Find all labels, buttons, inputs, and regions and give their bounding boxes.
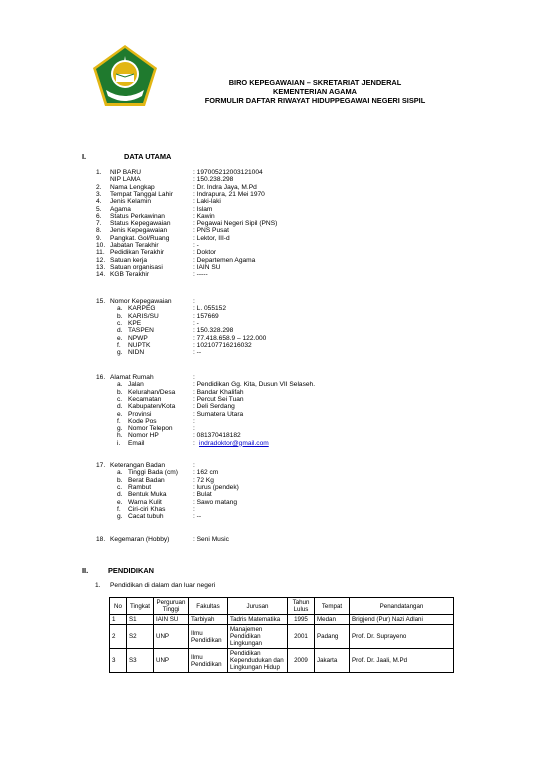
table-header-row (110, 598, 454, 615)
field-number: 6. (96, 212, 102, 220)
field-label: KGB Terakhir (110, 271, 150, 279)
subfield-label: Kode Pos (128, 417, 157, 425)
table-cell: 2 (110, 625, 127, 649)
field-number: 2. (96, 183, 102, 191)
subfield-letter: a. (117, 469, 123, 477)
subfield-letter: g. (117, 425, 123, 433)
field-value: : Doktor (193, 249, 217, 257)
section-1-number: I. (82, 152, 87, 161)
col-header: Tahun Lulus (288, 598, 315, 615)
subfield-value: : 157669 (193, 312, 219, 320)
field-label: Status Kepegawaian (110, 220, 171, 228)
pendidikan-label: Pendidikan di dalam dan luar negeri (110, 582, 216, 589)
subfield-label: Warna Kulit (128, 498, 162, 506)
table-cell: Prof. Dr. Jaali, M.Pd (350, 649, 454, 673)
group-label: Alamat Rumah (110, 374, 154, 381)
subfield-label: Kabupaten/Kota (128, 403, 176, 411)
table-cell: Manajemen Pendidikan Lingkungan (228, 625, 288, 649)
subfield-value: : Sawo matang (193, 498, 237, 506)
subfield-label: Rambut (128, 483, 152, 491)
subfield-letter: f. (117, 505, 121, 513)
subfield-value: : 162 cm (193, 469, 219, 477)
field-label: Pangkat. Gol/Ruang (110, 234, 170, 242)
subfield-value: : 150.328.298 (193, 327, 234, 335)
subfield-value: : Bulat (193, 491, 212, 499)
subfield-letter: g. (117, 513, 123, 521)
field-number: 12. (96, 256, 106, 264)
table-cell: Tarbiyah (189, 615, 228, 625)
table-cell: 2001 (288, 625, 315, 649)
field-number: 8. (96, 227, 102, 235)
subfield-label: Nomor HP (128, 432, 159, 440)
table-cell: UNP (154, 625, 189, 649)
field-number: 14. (96, 271, 106, 279)
table-cell: Brigjend (Pur) Nazi Adlani (350, 615, 454, 625)
table-cell: S1 (127, 615, 154, 625)
field-value: : 150.238.298 (193, 176, 234, 184)
field-value: : Indrapura, 21 Mei 1970 (193, 190, 265, 198)
group-colon: : (193, 374, 195, 381)
field-number: 11. (96, 249, 105, 257)
field-value: : Pegawai Negeri Sipil (PNS) (193, 220, 278, 228)
subfield-value: : 081370418182 (193, 432, 241, 440)
subfield-value: : -- (193, 513, 202, 521)
subfield-label: Tinggi Bada (cm) (128, 469, 178, 477)
group-colon: : (193, 462, 195, 469)
subfield-letter: c. (117, 395, 123, 403)
kementerian-agama-logo-icon (92, 44, 158, 108)
col-header: Perguruan Tinggi (154, 598, 189, 615)
subfield-letter: b. (117, 476, 123, 484)
subfield-letter: h. (117, 432, 123, 440)
table-row (110, 649, 454, 673)
table-cell: IAIN SU (154, 615, 189, 625)
field-label: Jabatan Terakhir (110, 242, 159, 249)
hobby-value: : Seni Music (193, 536, 229, 543)
subfield-label: Nomor Telepon (128, 425, 173, 433)
subfield-label: Berat Badan (128, 476, 165, 484)
col-header: No (110, 598, 127, 615)
group-number: 17. (96, 462, 106, 469)
subfield-label: Jalan (128, 381, 144, 389)
field-value: : ----- (193, 271, 208, 279)
field-label: Status Perkawinan (110, 212, 165, 220)
subfield-letter: d. (117, 327, 123, 335)
section-1-title: DATA UTAMA (124, 152, 172, 161)
table-cell: 1995 (288, 615, 315, 625)
section-2-number: II. (82, 566, 89, 575)
table-cell: 3 (110, 649, 127, 673)
field-value: : IAIN SU (193, 263, 221, 271)
field-number: 3. (96, 190, 102, 198)
field-number: 4. (96, 198, 102, 206)
subfield-value: : 77.418.658.9 – 122.000 (193, 334, 267, 342)
subfield-label: Provinsi (128, 410, 152, 418)
table-cell: Padang (315, 625, 350, 649)
subfield-value: : Percut Sei Tuan (193, 395, 244, 403)
field-label: Pedidikan Terakhir (110, 249, 165, 257)
field-number: 10. (96, 242, 106, 249)
field-value: : 197005212003121004 (193, 169, 263, 176)
header-line-1: BIRO KEPEGAWAIAN – SKRETARIAT JENDERAL (228, 78, 402, 87)
subfield-value: : 102107716216032 (193, 341, 252, 349)
table-cell: Tadris Matematika (228, 615, 288, 625)
table-cell: 1 (110, 615, 127, 625)
subfield-letter: b. (117, 312, 123, 320)
table-row (110, 615, 454, 625)
field-number: 1. (96, 169, 102, 176)
subfield-value: : Deli Serdang (193, 403, 235, 411)
subfield-value: : lurus (pendek) (193, 483, 239, 491)
subfield-letter: a. (117, 305, 123, 313)
hobby-label: Kegemaran (Hobby) (110, 536, 170, 543)
table-cell: S3 (127, 649, 154, 673)
field-value: : Departemen Agama (193, 256, 256, 264)
subfield-letter: b. (117, 388, 123, 396)
field-label: NIP BARU (110, 169, 142, 176)
col-header: Fakultas (189, 598, 228, 615)
subfield-label: NUPTK (128, 341, 151, 349)
header-line-2: KEMENTERIAN AGAMA (273, 87, 357, 96)
col-header: Tingkat (127, 598, 154, 615)
subfield-letter: e. (117, 410, 123, 418)
field-value: : Lektor, III-d (193, 234, 230, 242)
group-number: 15. (96, 298, 106, 305)
subfield-letter: e. (117, 334, 123, 342)
section-2-title: PENDIDIKAN (108, 566, 154, 575)
subfield-label: NIDN (128, 349, 145, 357)
table-cell: UNP (154, 649, 189, 673)
field-label: Jenis Kepegawaian (110, 227, 168, 235)
subfield-label: NPWP (128, 334, 148, 342)
group-label: Keterangan Badan (110, 462, 165, 469)
table-cell: Ilmu Pendidikan (189, 625, 228, 649)
field-label: Agama (110, 205, 131, 213)
field-value: : PNS Pusat (193, 227, 229, 235)
group-label: Nomor Kepegawaian (110, 298, 172, 305)
subfield-letter: f. (117, 341, 121, 349)
subfield-label: Cacat tubuh (128, 513, 164, 521)
subfield-value: : - (193, 319, 199, 327)
subfield-value: : -- (193, 349, 202, 357)
subfield-value: : (193, 425, 195, 433)
table-cell: Medan (315, 615, 350, 625)
field-number: 7. (96, 220, 102, 228)
table-cell: Ilmu Pendidikan (189, 649, 228, 673)
table-cell: Jakarta (315, 649, 350, 673)
subfield-letter: d. (117, 491, 123, 499)
subfield-letter: c. (117, 319, 123, 327)
group-colon: : (193, 298, 195, 305)
field-label: Satuan organisasi (110, 263, 163, 271)
subfield-label: KPE (128, 319, 142, 327)
subfield-value: : (193, 439, 195, 447)
field-label: Jenis Kelamin (110, 198, 152, 206)
subfield-value: : Pendidikan Gg. Kita, Dusun VII Selaseh. (193, 381, 316, 389)
table-cell: 2009 (288, 649, 315, 673)
field-value: : Kawin (193, 212, 215, 220)
subfield-value: : 72 Kg (193, 476, 214, 484)
field-value: : Dr. Indra Jaya, M.Pd (193, 183, 257, 191)
subfield-letter: i. (117, 439, 121, 447)
group-number: 16. (96, 374, 106, 381)
hobby-number: 18. (96, 536, 106, 543)
field-number: 9. (96, 234, 102, 242)
subfield-value: : Bandar Khalifah (193, 388, 244, 396)
subfield-label: KARPEG (128, 305, 156, 313)
field-value: : Laki-laki (193, 198, 221, 206)
subfield-value: : Sumatera Utara (193, 410, 244, 418)
table-cell: Pendidikan Kependudukan dan Lingkungan Hidup (228, 649, 288, 673)
col-header: Jurusan (228, 598, 288, 615)
subfield-value: : L. 055152 (193, 305, 226, 313)
field-label: Tempat Tanggal Lahir (110, 190, 173, 198)
email-link[interactable]: indradoktor@gmail.com (199, 439, 269, 447)
pendidikan-number: 1. (95, 582, 101, 589)
subfield-label: KARIS/SU (128, 312, 159, 320)
pendidikan-table (109, 597, 454, 673)
subfield-label: TASPEN (128, 327, 154, 335)
field-label: NIP LAMA (110, 176, 141, 184)
subfield-letter: a. (117, 381, 123, 389)
subfield-letter: d. (117, 403, 123, 411)
table-cell: Prof. Dr. Suprayeno (350, 625, 454, 649)
subfield-label: Kecamatan (128, 395, 162, 403)
field-label: Satuan kerja (110, 256, 148, 264)
field-label: Nama Lengkap (110, 183, 155, 191)
field-value: : Islam (193, 205, 213, 213)
col-header: Penandatangan (350, 598, 454, 615)
subfield-label: Email (128, 439, 145, 447)
subfield-letter: c. (117, 483, 123, 491)
field-number: 13. (96, 263, 106, 271)
subfield-value: : (193, 505, 195, 513)
subfield-label: Ciri-ciri Khas (128, 505, 166, 513)
subfield-letter: f. (117, 417, 121, 425)
table-row (110, 625, 454, 649)
field-number: 5. (96, 205, 102, 213)
subfield-letter: e. (117, 498, 123, 506)
header-line-3: FORMULIR DAFTAR RIWAYAT HIDUPPEGAWAI NEGERI SISPIL (204, 96, 426, 105)
subfield-label: Bentuk Muka (128, 491, 167, 499)
field-value: : - (193, 242, 199, 249)
subfield-value: : (193, 417, 195, 425)
subfield-label: Kelurahan/Desa (128, 388, 176, 396)
subfield-letter: g. (117, 349, 123, 357)
col-header: Tempat (315, 598, 350, 615)
table-cell: S2 (127, 625, 154, 649)
